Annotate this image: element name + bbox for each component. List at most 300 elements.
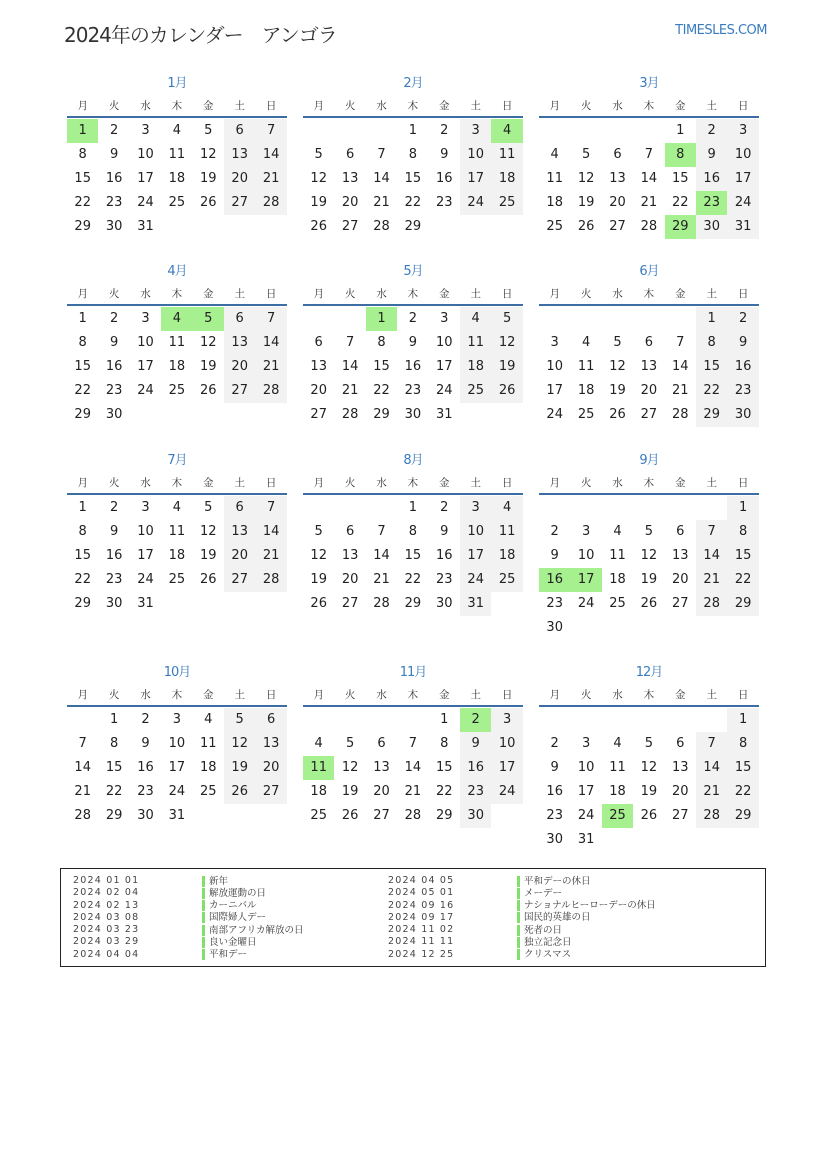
weekday-label: 金: [439, 288, 450, 300]
day-cell: 6: [345, 147, 355, 162]
weekday-label: 金: [675, 100, 686, 112]
day-cell: 29: [105, 808, 123, 823]
day-cell: 9: [550, 548, 559, 563]
weekday-label: 水: [140, 100, 151, 112]
holiday-day-cell: 8: [665, 143, 696, 167]
day-cell: 21: [255, 544, 286, 568]
holiday-name: 解放運動の日: [202, 888, 266, 899]
day-cell: 29: [404, 596, 422, 611]
day-cell: 6: [345, 524, 355, 539]
weekday-label: 月: [549, 100, 560, 112]
day-cell: 12: [224, 732, 255, 756]
day-cell: 17: [137, 548, 154, 563]
day-cell: 30: [436, 596, 453, 611]
day-cell: 19: [341, 784, 359, 799]
holiday-day-cell: 23: [696, 191, 727, 215]
day-cell: 11: [491, 520, 522, 544]
holiday-day-cell: 29: [665, 215, 696, 239]
header-rule: [67, 304, 287, 306]
day-cell: 23: [404, 383, 422, 398]
weekday-label: 水: [376, 288, 387, 300]
day-cell: 3: [550, 335, 559, 350]
holiday-day-cell: 25: [602, 804, 633, 828]
month-name: 12月: [635, 665, 663, 680]
day-cell: 18: [577, 383, 595, 398]
weekday-label: 水: [140, 288, 151, 300]
day-cell: 26: [200, 195, 217, 210]
day-cell: 12: [200, 147, 217, 162]
day-cell: 6: [644, 335, 654, 350]
weekday-label: 金: [203, 689, 214, 701]
day-cell: 4: [491, 496, 522, 520]
day-cell: 12: [200, 335, 217, 350]
day-cell: 9: [109, 147, 119, 162]
day-cell: 12: [640, 760, 658, 775]
weekday-label: 木: [407, 477, 419, 489]
holiday-date: 2024 01 01: [73, 875, 140, 886]
day-cell: 14: [74, 760, 91, 775]
day-cell: 4: [613, 524, 622, 539]
day-cell: 20: [310, 383, 327, 398]
day-cell: 6: [613, 147, 622, 162]
day-cell: 21: [672, 383, 689, 398]
day-cell: 16: [105, 359, 123, 374]
month-name: 10月: [163, 665, 191, 680]
day-cell: 7: [377, 524, 386, 539]
day-cell: 16: [696, 167, 727, 191]
weekday-label: 木: [643, 689, 655, 701]
day-cell: 6: [676, 524, 685, 539]
day-cell: 27: [224, 568, 255, 592]
month-name: 7月: [167, 453, 187, 468]
day-cell: 10: [137, 524, 154, 539]
day-cell: 24: [491, 780, 522, 804]
day-cell: 5: [204, 123, 213, 138]
holiday-name: 独立記念日: [517, 937, 572, 948]
day-cell: 15: [672, 171, 689, 186]
weekday-label: 木: [171, 288, 183, 300]
day-cell: 9: [141, 736, 150, 751]
day-cell: 24: [546, 407, 563, 422]
day-cell: 26: [640, 596, 658, 611]
day-cell: 24: [137, 572, 154, 587]
month-name: 11月: [399, 665, 427, 680]
day-cell: 6: [224, 119, 255, 143]
weekday-label: 日: [501, 288, 513, 300]
day-cell: 12: [310, 171, 327, 186]
header-rule: [303, 705, 523, 707]
weekday-label: 土: [234, 477, 245, 489]
day-cell: 2: [727, 307, 758, 331]
day-cell: 24: [137, 383, 154, 398]
month-name: 2月: [403, 76, 423, 91]
day-cell: 23: [727, 379, 758, 403]
day-cell: 16: [105, 548, 123, 563]
day-cell: 28: [373, 219, 390, 234]
holiday-name: 死者の日: [517, 925, 562, 936]
weekday-label: 火: [108, 288, 120, 300]
day-cell: 9: [408, 335, 418, 350]
holiday-day-cell: 16: [539, 568, 570, 592]
header-rule: [539, 116, 759, 118]
day-cell: 20: [224, 544, 255, 568]
weekday-label: 月: [313, 477, 324, 489]
day-cell: 27: [672, 808, 689, 823]
day-cell: 9: [696, 143, 727, 167]
day-cell: 15: [74, 548, 91, 563]
day-cell: 22: [696, 379, 727, 403]
day-cell: 22: [74, 572, 91, 587]
day-cell: 2: [696, 119, 727, 143]
day-cell: 18: [460, 355, 491, 379]
weekday-label: 水: [376, 689, 387, 701]
day-cell: 2: [109, 123, 119, 138]
day-cell: 17: [577, 784, 595, 799]
day-cell: 5: [491, 307, 522, 331]
day-cell: 26: [640, 808, 658, 823]
day-cell: 5: [314, 147, 323, 162]
day-cell: 5: [613, 335, 622, 350]
day-cell: 11: [491, 143, 522, 167]
day-cell: 7: [255, 496, 286, 520]
day-cell: 7: [78, 736, 87, 751]
day-cell: 13: [224, 520, 255, 544]
weekday-label: 土: [234, 288, 245, 300]
weekday-label: 火: [344, 288, 356, 300]
day-cell: 20: [255, 756, 286, 780]
weekday-label: 月: [549, 689, 560, 701]
weekday-label: 金: [675, 288, 686, 300]
day-cell: 15: [727, 756, 758, 780]
day-cell: 8: [408, 147, 418, 162]
weekday-label: 木: [643, 288, 655, 300]
day-cell: 14: [255, 331, 286, 355]
day-cell: 12: [200, 524, 217, 539]
day-cell: 2: [408, 311, 418, 326]
day-cell: 7: [255, 307, 286, 331]
day-cell: 8: [408, 524, 418, 539]
day-cell: 11: [546, 171, 563, 186]
day-cell: 10: [577, 548, 595, 563]
weekday-label: 日: [501, 689, 513, 701]
day-cell: 2: [550, 736, 559, 751]
day-cell: 29: [74, 407, 91, 422]
holiday-name: メーデー: [517, 888, 562, 899]
day-cell: 3: [727, 119, 758, 143]
day-cell: 4: [172, 123, 182, 138]
header-rule: [303, 116, 523, 118]
weekday-label: 月: [313, 689, 324, 701]
day-cell: 13: [672, 760, 689, 775]
day-cell: 15: [404, 171, 422, 186]
day-cell: 14: [404, 760, 422, 775]
weekday-label: 水: [376, 477, 387, 489]
day-cell: 20: [373, 784, 390, 799]
holiday-name: 南部アフリカ解放の日: [202, 925, 304, 936]
day-cell: 5: [644, 736, 654, 751]
day-cell: 21: [255, 355, 286, 379]
holiday-date: 2024 09 17: [388, 911, 455, 923]
day-cell: 1: [109, 712, 119, 727]
day-cell: 5: [224, 708, 255, 732]
day-cell: 5: [204, 500, 213, 515]
day-cell: 3: [581, 736, 591, 751]
weekday-label: 水: [612, 100, 623, 112]
day-cell: 20: [672, 784, 689, 799]
day-cell: 22: [436, 784, 453, 799]
weekday-label: 金: [675, 477, 686, 489]
day-cell: 7: [377, 147, 386, 162]
day-cell: 19: [640, 572, 658, 587]
day-cell: 26: [310, 596, 327, 611]
day-cell: 14: [341, 359, 359, 374]
day-cell: 15: [105, 760, 123, 775]
day-cell: 23: [546, 808, 563, 823]
day-cell: 22: [404, 195, 422, 210]
day-cell: 28: [341, 407, 359, 422]
weekday-label: 火: [344, 477, 356, 489]
day-cell: 12: [577, 171, 595, 186]
holiday-name: 平和デーの休日: [517, 876, 591, 887]
weekday-label: 金: [203, 100, 214, 112]
holiday-date: 2024 11 02: [388, 924, 455, 936]
day-cell: 6: [224, 307, 255, 331]
day-cell: 27: [672, 596, 689, 611]
day-cell: 25: [168, 383, 186, 398]
day-cell: 14: [672, 359, 689, 374]
day-cell: 27: [310, 407, 327, 422]
day-cell: 14: [255, 520, 286, 544]
day-cell: 8: [727, 732, 758, 756]
day-cell: 18: [491, 167, 522, 191]
day-cell: 29: [404, 219, 422, 234]
day-cell: 25: [491, 191, 522, 215]
day-cell: 4: [314, 736, 323, 751]
day-cell: 15: [404, 548, 422, 563]
day-cell: 16: [727, 355, 758, 379]
header-rule: [539, 493, 759, 495]
day-cell: 26: [224, 780, 255, 804]
day-cell: 8: [109, 736, 119, 751]
weekday-label: 土: [706, 477, 717, 489]
day-cell: 3: [172, 712, 182, 727]
day-cell: 17: [727, 167, 758, 191]
weekday-label: 日: [265, 477, 277, 489]
day-cell: 18: [310, 784, 327, 799]
weekday-label: 金: [675, 689, 686, 701]
day-cell: 26: [310, 219, 327, 234]
day-cell: 16: [105, 171, 123, 186]
day-cell: 23: [105, 572, 123, 587]
header-rule: [67, 116, 287, 118]
day-cell: 18: [609, 784, 626, 799]
day-cell: 17: [546, 383, 563, 398]
day-cell: 3: [460, 496, 491, 520]
day-cell: 11: [168, 147, 186, 162]
day-cell: 9: [440, 147, 449, 162]
day-cell: 15: [74, 359, 91, 374]
day-cell: 9: [550, 760, 559, 775]
weekday-label: 土: [470, 288, 481, 300]
day-cell: 14: [640, 171, 658, 186]
day-cell: 10: [727, 143, 758, 167]
day-cell: 16: [436, 548, 453, 563]
weekday-label: 水: [376, 100, 387, 112]
day-cell: 19: [200, 359, 217, 374]
day-cell: 25: [200, 784, 217, 799]
day-cell: 25: [168, 195, 186, 210]
holiday-date: 2024 04 04: [73, 948, 140, 960]
day-cell: 8: [78, 147, 87, 162]
weekday-label: 土: [706, 100, 717, 112]
day-cell: 11: [609, 548, 626, 563]
holiday-day-cell: 1: [366, 307, 397, 331]
weekday-label: 月: [549, 477, 560, 489]
day-cell: 21: [74, 784, 91, 799]
day-cell: 7: [408, 736, 418, 751]
day-cell: 25: [168, 572, 186, 587]
header-rule: [303, 493, 523, 495]
day-cell: 3: [440, 311, 449, 326]
day-cell: 30: [727, 403, 758, 427]
day-cell: 27: [255, 780, 286, 804]
day-cell: 9: [440, 524, 449, 539]
day-cell: 3: [141, 123, 150, 138]
day-cell: 22: [74, 383, 91, 398]
day-cell: 23: [546, 596, 563, 611]
day-cell: 11: [609, 760, 626, 775]
day-cell: 16: [137, 760, 154, 775]
day-cell: 21: [696, 568, 727, 592]
day-cell: 21: [373, 572, 390, 587]
day-cell: 29: [727, 804, 758, 828]
weekday-label: 月: [77, 100, 88, 112]
day-cell: 24: [137, 195, 154, 210]
holiday-day-cell: 17: [570, 568, 601, 592]
month-name: 1月: [167, 76, 187, 91]
holiday-name: ナショナルヒーローデーの休日: [517, 900, 656, 911]
weekday-label: 木: [407, 100, 419, 112]
holiday-day-cell: 1: [67, 119, 98, 143]
day-cell: 10: [546, 359, 563, 374]
day-cell: 13: [640, 359, 658, 374]
holiday-name: 新年: [202, 876, 228, 887]
day-cell: 25: [310, 808, 327, 823]
day-cell: 10: [137, 147, 154, 162]
day-cell: 22: [727, 568, 758, 592]
weekday-label: 火: [108, 100, 120, 112]
day-cell: 31: [577, 832, 595, 847]
day-cell: 14: [696, 544, 727, 568]
holiday-day-cell: 2: [460, 708, 491, 732]
holiday-date: 2024 09 16: [388, 899, 455, 911]
day-cell: 1: [408, 123, 418, 138]
day-cell: 17: [168, 760, 186, 775]
day-cell: 3: [491, 708, 522, 732]
day-cell: 8: [727, 520, 758, 544]
day-cell: 17: [491, 756, 522, 780]
day-cell: 31: [727, 215, 758, 239]
holiday-day-cell: 11: [303, 756, 334, 780]
day-cell: 28: [696, 592, 727, 616]
day-cell: 10: [577, 760, 595, 775]
weekday-label: 日: [501, 100, 513, 112]
day-cell: 6: [224, 496, 255, 520]
day-cell: 1: [440, 712, 449, 727]
day-cell: 21: [696, 780, 727, 804]
day-cell: 30: [404, 407, 422, 422]
holiday-date: 2024 02 04: [73, 887, 140, 899]
day-cell: 26: [200, 383, 217, 398]
day-cell: 27: [341, 219, 359, 234]
day-cell: 19: [310, 195, 327, 210]
day-cell: 13: [609, 171, 626, 186]
month-name: 8月: [403, 453, 423, 468]
day-cell: 12: [310, 548, 327, 563]
day-cell: 18: [168, 359, 186, 374]
weekday-label: 金: [439, 689, 450, 701]
weekday-label: 水: [612, 689, 623, 701]
day-cell: 22: [404, 572, 422, 587]
day-cell: 29: [436, 808, 453, 823]
day-cell: 7: [696, 520, 727, 544]
day-cell: 8: [440, 736, 449, 751]
day-cell: 23: [105, 383, 123, 398]
day-cell: 30: [105, 596, 123, 611]
day-cell: 8: [696, 331, 727, 355]
weekday-label: 火: [108, 689, 120, 701]
day-cell: 24: [577, 808, 595, 823]
day-cell: 30: [696, 215, 727, 239]
day-cell: 14: [373, 171, 390, 186]
day-cell: 12: [640, 548, 658, 563]
day-cell: 4: [204, 712, 213, 727]
day-cell: 19: [200, 548, 217, 563]
day-cell: 21: [640, 195, 658, 210]
day-cell: 18: [546, 195, 563, 210]
weekday-label: 土: [470, 477, 481, 489]
day-cell: 6: [255, 708, 286, 732]
weekday-label: 金: [439, 100, 450, 112]
day-cell: 27: [224, 379, 255, 403]
day-cell: 8: [78, 524, 87, 539]
day-cell: 27: [224, 191, 255, 215]
day-cell: 23: [105, 195, 123, 210]
day-cell: 28: [74, 808, 91, 823]
day-cell: 19: [310, 572, 327, 587]
day-cell: 29: [74, 596, 91, 611]
day-cell: 13: [310, 359, 327, 374]
weekday-label: 火: [580, 689, 592, 701]
month-name: 4月: [167, 264, 187, 279]
day-cell: 4: [172, 500, 182, 515]
day-cell: 15: [727, 544, 758, 568]
day-cell: 4: [613, 736, 622, 751]
day-cell: 15: [696, 355, 727, 379]
weekday-label: 日: [265, 288, 277, 300]
day-cell: 10: [491, 732, 522, 756]
day-cell: 20: [609, 195, 626, 210]
day-cell: 3: [141, 311, 150, 326]
weekday-label: 土: [706, 288, 717, 300]
day-cell: 2: [440, 123, 449, 138]
day-cell: 25: [609, 596, 626, 611]
weekday-label: 月: [313, 288, 324, 300]
day-cell: 5: [644, 524, 654, 539]
day-cell: 19: [200, 171, 217, 186]
day-cell: 7: [696, 732, 727, 756]
site-logo[interactable]: TIMESLES.COM: [675, 23, 767, 38]
